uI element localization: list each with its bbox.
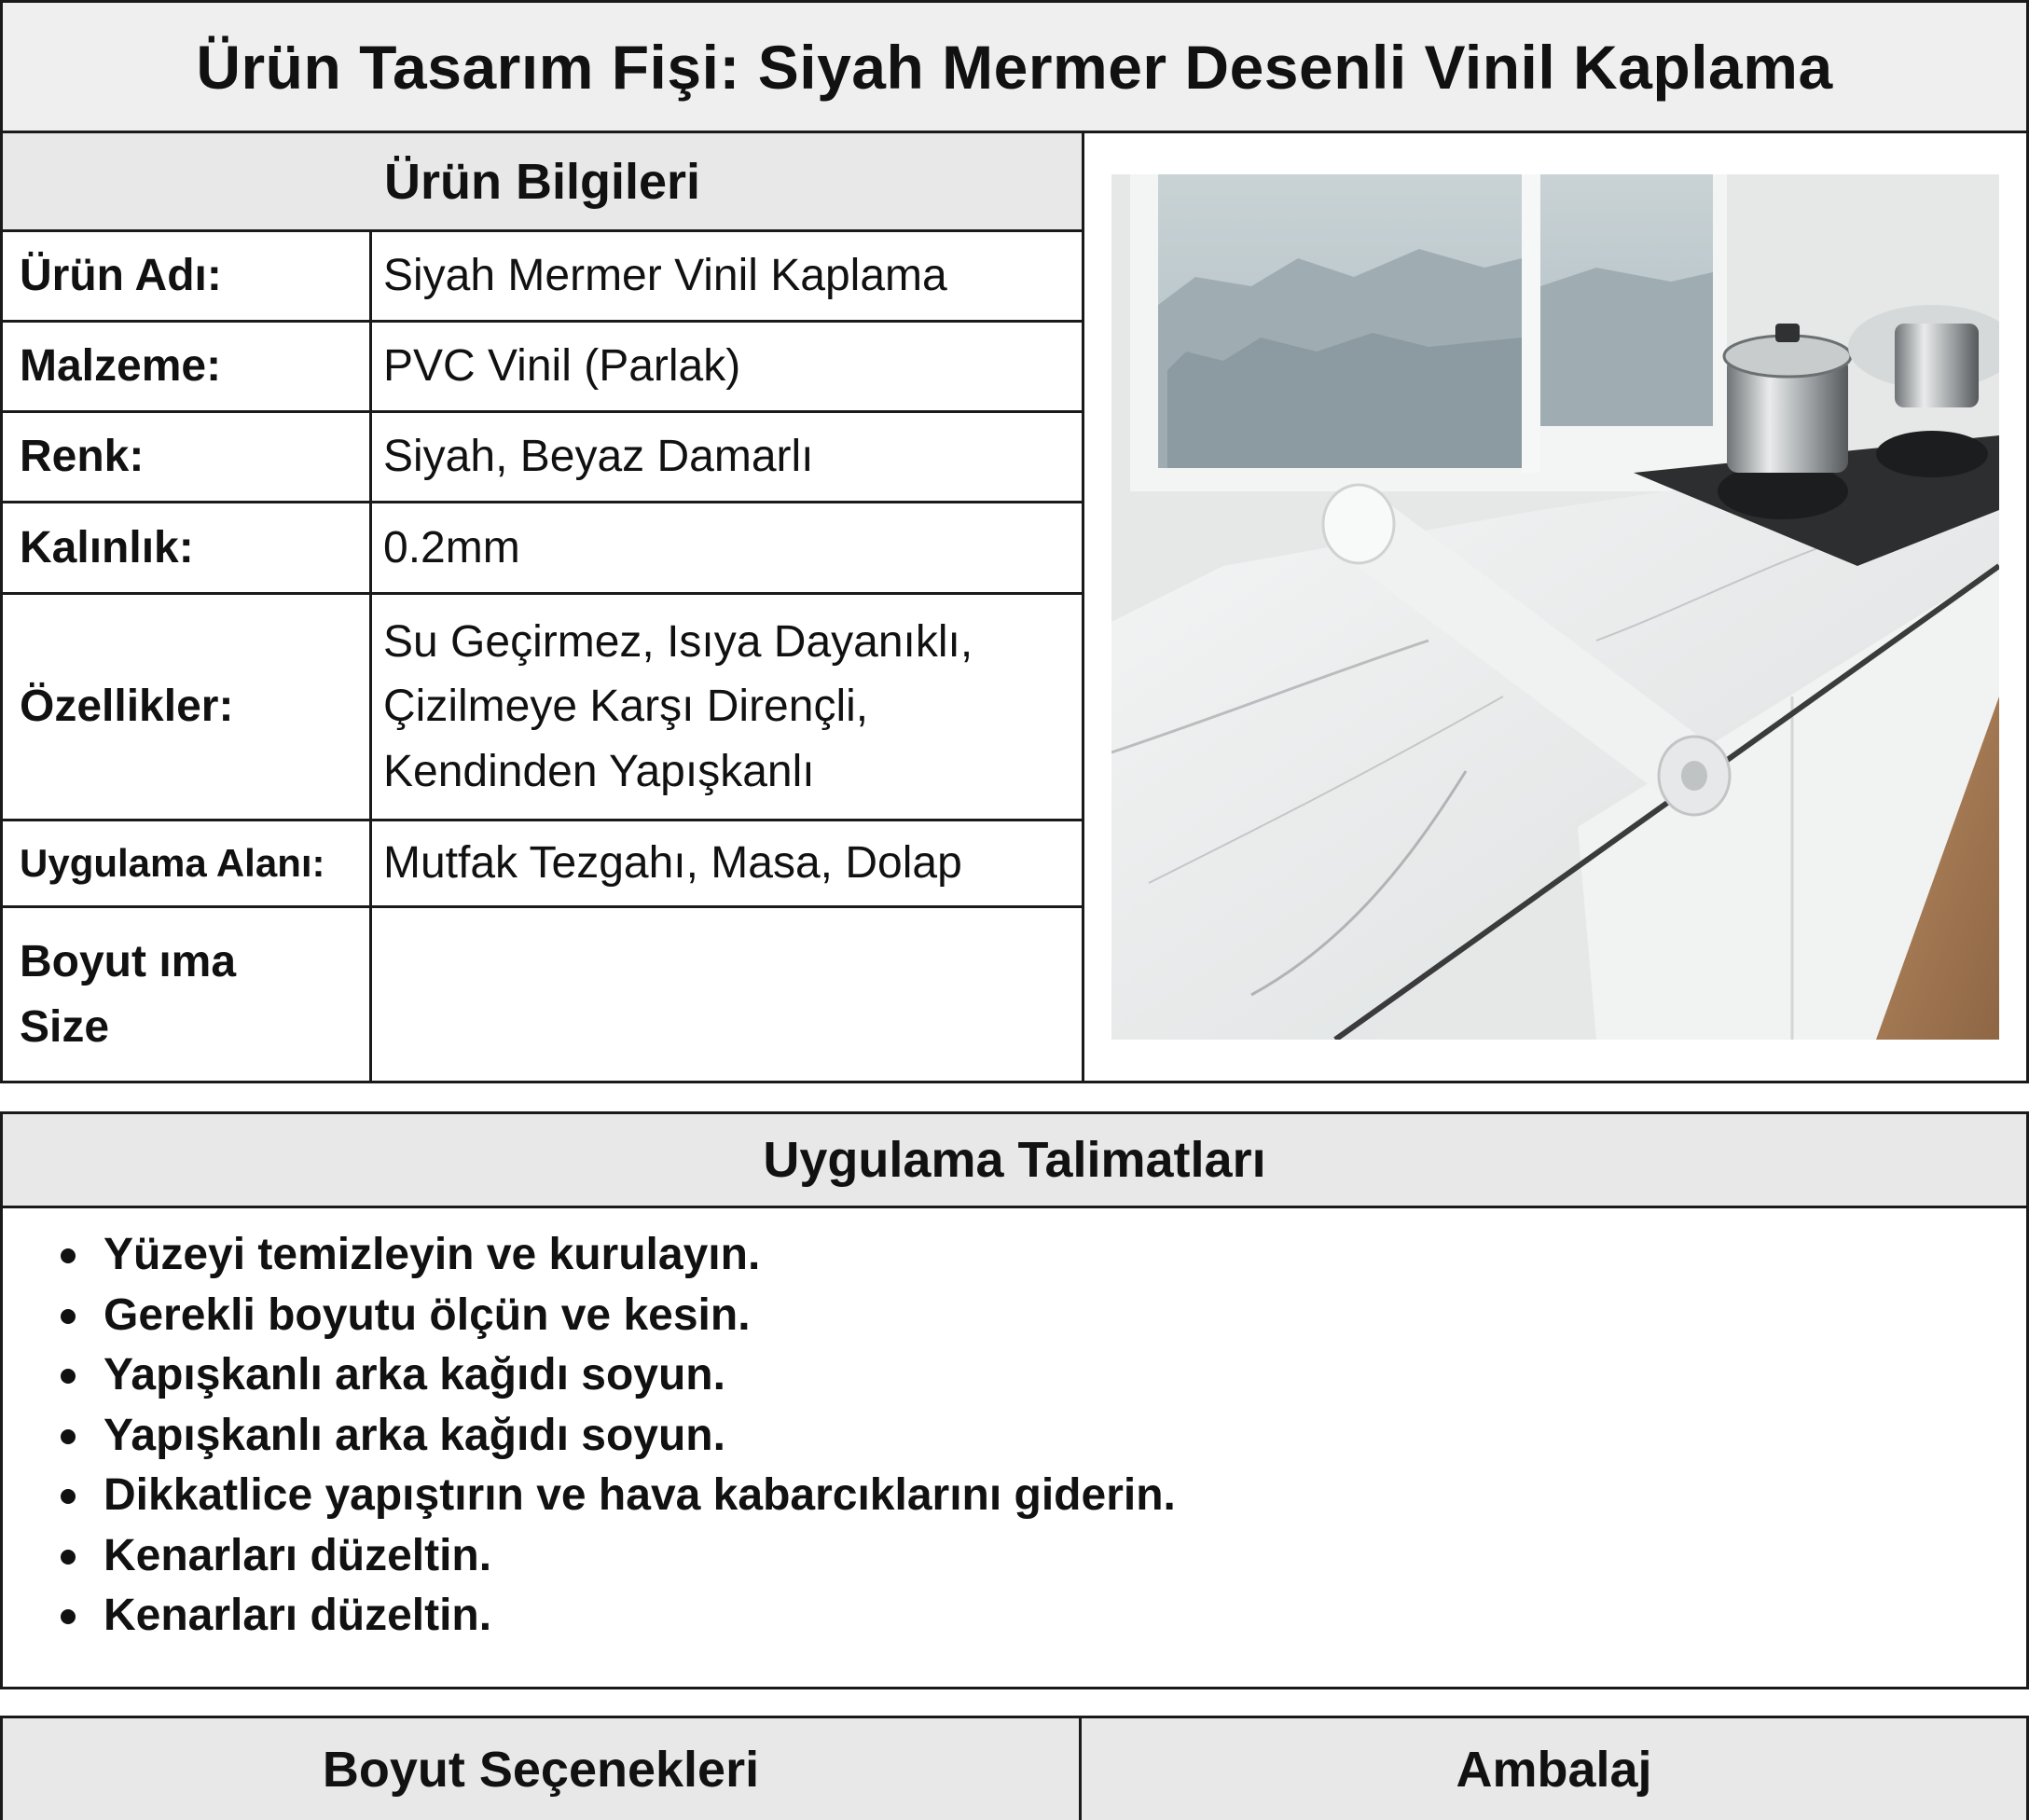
- info-value: Siyah Mermer Vinil Kaplama: [383, 251, 947, 301]
- product-info-header: Ürün Bilgileri: [3, 133, 1082, 232]
- bottom-header-bar: [0, 1716, 2029, 1820]
- packaging-header: Ambalaj: [1456, 1741, 1652, 1798]
- product-photo: [1111, 174, 1999, 1040]
- info-value: Siyah, Beyaz Damarlı: [383, 432, 814, 482]
- info-label: Kalınlık:: [3, 503, 372, 592]
- instruction-item: Yüzeyi temizleyin ve kurulayın.: [61, 1225, 2026, 1286]
- instructions-list: [3, 1208, 2026, 1647]
- instruction-item: Yapışkanlı arka kağıdı soyun.: [61, 1406, 2026, 1467]
- info-label: [3, 908, 372, 1081]
- info-row-material: [3, 323, 1082, 413]
- info-label: Uygulama Alanı:: [3, 821, 372, 905]
- info-label: Renk:: [3, 413, 372, 501]
- product-photo-cell: [1084, 133, 2026, 1081]
- info-row-features: [3, 595, 1082, 821]
- info-row-application-area: [3, 821, 1082, 908]
- instruction-item: Gerekli boyutu ölçün ve kesin.: [61, 1286, 2026, 1346]
- info-value: [372, 908, 1082, 1081]
- info-value: Mutfak Tezgahı, Masa, Dolap: [383, 838, 962, 889]
- info-label: Malzeme:: [3, 323, 372, 410]
- instructions-header: Uygulama Talimatları: [3, 1114, 2026, 1208]
- page-title: Ürün Tasarım Fişi: Siyah Mermer Desenli Vinil Kaplama: [196, 32, 1833, 102]
- title-bar: [0, 0, 2029, 133]
- kitchen-counter-illustration: [1111, 174, 1999, 1040]
- info-row-color: [3, 413, 1082, 503]
- info-row-size: [3, 908, 1082, 1081]
- info-value: [372, 595, 1082, 819]
- instruction-item: Kenarları düzeltin.: [61, 1586, 2026, 1647]
- size-options-header: Boyut Seçenekleri: [3, 1718, 1082, 1820]
- info-row-thickness: [3, 503, 1082, 595]
- feature-line: Kendinden Yapışkanlı: [383, 746, 815, 796]
- size-label-line: Size: [20, 1001, 110, 1052]
- instruction-item: Yapışkanlı arka kağıdı soyun.: [61, 1345, 2026, 1406]
- info-label: Özellikler:: [3, 595, 372, 819]
- instruction-item: Dikkatlice yapıştırın ve hava kabarcıklarını giderin.: [61, 1466, 2026, 1526]
- size-label-line: Boyut ıma: [20, 936, 237, 986]
- info-value: PVC Vinil (Parlak): [383, 341, 741, 392]
- instructions-section: [0, 1111, 2029, 1689]
- product-info-table: [3, 133, 1084, 1081]
- info-row-name: [3, 232, 1082, 323]
- feature-line: Çizilmeye Karşı Dirençli,: [383, 682, 869, 732]
- info-label: Ürün Adı:: [3, 232, 372, 320]
- feature-line: Su Geçirmez, Isıya Dayanıklı,: [383, 616, 973, 667]
- instruction-item: Kenarları düzeltin.: [61, 1526, 2026, 1587]
- info-value: 0.2mm: [383, 522, 520, 572]
- product-info-section: [0, 133, 2029, 1083]
